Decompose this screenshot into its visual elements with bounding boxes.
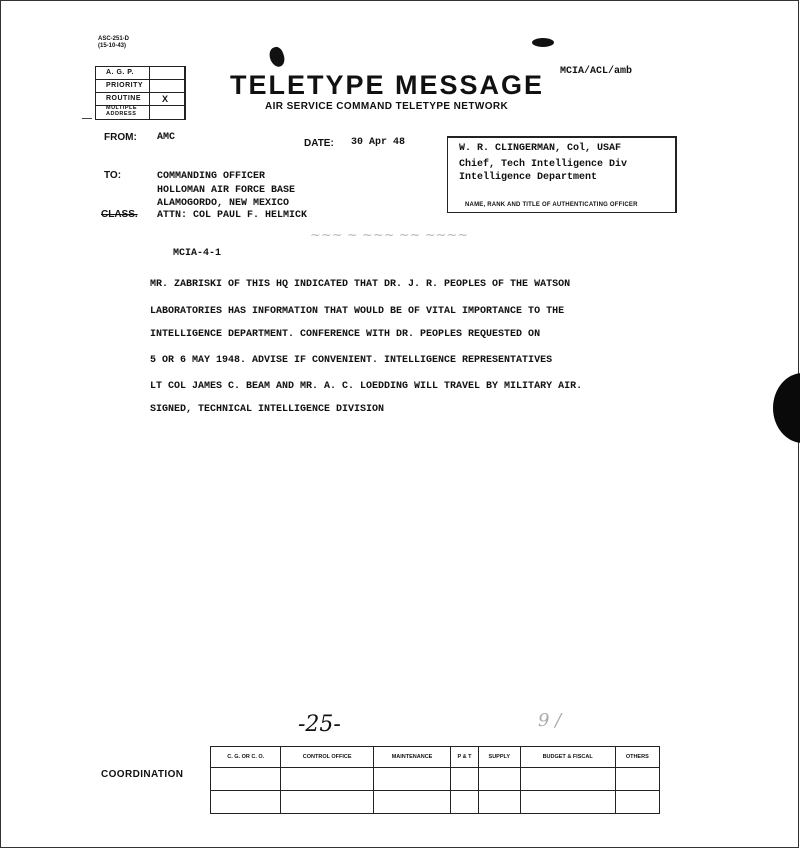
- auth-line: Chief, Tech Intelligence Div: [459, 159, 628, 170]
- from-label: FROM:: [104, 132, 137, 143]
- auth-line: Intelligence Department: [459, 172, 598, 183]
- routing-agp: A. G. P.: [106, 69, 134, 76]
- coord-cell: [281, 791, 373, 814]
- coord-cell: [211, 768, 281, 791]
- to-line: COMMANDING OFFICER: [157, 171, 266, 182]
- coord-cell: [281, 768, 373, 791]
- body-line: INTELLIGENCE DEPARTMENT. CONFERENCE WITH DR. PEOPLES REQUESTED ON: [150, 329, 541, 340]
- routing-multiple: MULTIPLE: [106, 105, 138, 111]
- network-subtitle: AIR SERVICE COMMAND TELETYPE NETWORK: [265, 101, 509, 112]
- coord-cell: [451, 791, 479, 814]
- body-line: LT COL JAMES C. BEAM AND MR. A. C. LOEDDING WILL TRAVEL BY MILITARY AIR.: [150, 381, 583, 392]
- coord-header: CONTROL OFFICE: [281, 747, 373, 768]
- to-line: ALAMOGORDO, NEW MEXICO: [157, 198, 290, 209]
- authenticating-officer-box: [447, 136, 677, 213]
- class-label: CLASS.: [101, 209, 138, 220]
- attention-line: ATTN: COL PAUL F. HELMICK: [157, 210, 308, 221]
- routing-box: [95, 66, 186, 120]
- coord-header: OTHERS: [615, 747, 659, 768]
- ink-blot: [532, 38, 554, 47]
- routing-address: ADDRESS: [106, 111, 137, 117]
- coord-cell: [615, 768, 659, 791]
- to-line: HOLLOMAN AIR FORCE BASE: [157, 185, 296, 196]
- body-line: 5 OR 6 MAY 1948. ADVISE IF CONVENIENT. INTELLIGENCE REPRESENTATIVES: [150, 355, 553, 366]
- faint-scribble: ~~~ ~ ~~~ ~~ ~~~~: [310, 228, 469, 243]
- routing-priority: PRIORITY: [106, 82, 144, 89]
- form-date: (15-10-43): [98, 43, 127, 49]
- to-label: TO:: [104, 170, 122, 181]
- coord-header: C. G. OR C. O.: [211, 747, 281, 768]
- coord-header: SUPPLY: [478, 747, 520, 768]
- coord-cell: [451, 768, 479, 791]
- handwritten-faint: 9 /: [538, 710, 562, 731]
- handwritten-number: -25-: [298, 712, 341, 737]
- coord-cell: [478, 791, 520, 814]
- page-title: TELETYPE MESSAGE: [230, 70, 545, 100]
- body-line: MR. ZABRISKI OF THIS HQ INDICATED THAT DR. J. R. PEOPLES OF THE WATSON: [150, 279, 571, 290]
- coord-cell: [211, 791, 281, 814]
- body-line: LABORATORIES HAS INFORMATION THAT WOULD BE OF VITAL IMPORTANCE TO THE: [150, 306, 565, 317]
- form-id: [98, 36, 129, 50]
- routing-routine: ROUTINE: [106, 95, 141, 102]
- coord-cell: [373, 768, 450, 791]
- date-label: DATE:: [304, 138, 334, 149]
- message-ref: MCIA-4-1: [173, 248, 222, 259]
- form-number: ASC-251-D: [98, 36, 130, 42]
- auth-line: W. R. CLINGERMAN, Col, USAF: [459, 143, 622, 154]
- auth-caption: NAME, RANK AND TITLE OF AUTHENTICATING OFFICER: [465, 202, 638, 208]
- coordination-label: COORDINATION: [101, 769, 184, 780]
- coord-header: MAINTENANCE: [373, 747, 450, 768]
- reference-code: MCIA/ACL/amb: [560, 66, 633, 77]
- date-value: 30 Apr 48: [351, 137, 406, 148]
- coord-cell: [520, 768, 615, 791]
- from-value: AMC: [157, 132, 176, 143]
- coord-cell: [478, 768, 520, 791]
- coord-header: P & T: [451, 747, 479, 768]
- coord-header: BUDGET & FISCAL: [520, 747, 615, 768]
- coord-cell: [615, 791, 659, 814]
- coord-cell: [373, 791, 450, 814]
- body-line: SIGNED, TECHNICAL INTELLIGENCE DIVISION: [150, 404, 385, 415]
- coord-cell: [520, 791, 615, 814]
- routing-mark: X: [162, 94, 169, 104]
- coordination-table: [210, 746, 660, 814]
